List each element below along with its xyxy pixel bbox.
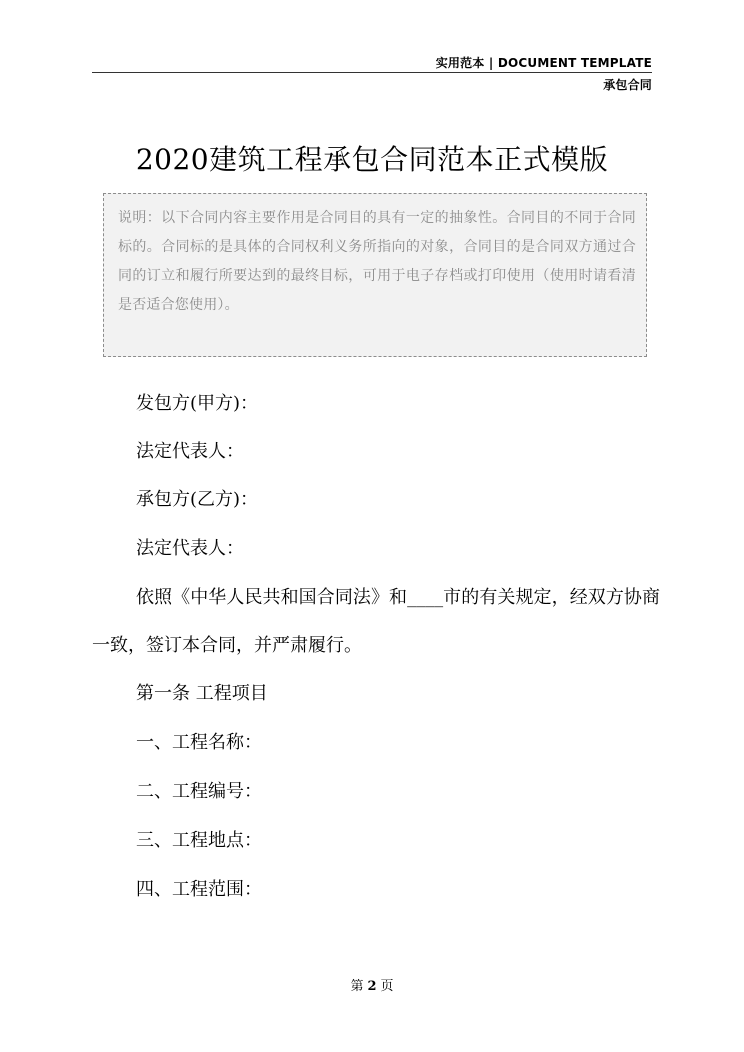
- footer-prefix: 第: [350, 979, 364, 994]
- footer-suffix: 页: [380, 979, 394, 994]
- paragraph-project-location: 三、工程地点：: [136, 830, 262, 851]
- header-doc-type: 实用范本 | DOCUMENT TEMPLATE: [435, 56, 652, 70]
- paragraph-party-a: 发包方(甲方)：: [136, 393, 259, 414]
- paragraph-party-b: 承包方(乙方)：: [136, 489, 259, 510]
- document-title: 2020建筑工程承包合同范本正式模版: [135, 143, 609, 176]
- paragraph-project-scope: 四、工程范围：: [136, 879, 262, 900]
- paragraph-article-1: 第一条 工程项目: [136, 683, 268, 704]
- paragraph-legal-rep-a: 法定代表人：: [136, 441, 244, 462]
- paragraph-legal-rep-b: 法定代表人：: [136, 538, 244, 559]
- page-footer: [0, 975, 744, 994]
- header-doc-category: 承包合同: [603, 78, 652, 92]
- paragraph-project-name: 一、工程名称：: [136, 732, 262, 753]
- paragraph-preamble: 依照《中华人民共和国合同法》和____市的有关规定，经双方协商一致，签订本合同，并严肃履行。: [92, 587, 660, 656]
- header-divider: [92, 72, 652, 73]
- page-number: 2: [367, 979, 377, 994]
- note-text: 说明：以下合同内容主要作用是合同目的具有一定的抽象性。合同目的不同于合同标的。合同标的是具体的合同权利义务所指向的对象，合同目的是合同双方通过合同的订立和履行所要达到的最终目标，可用于电子存档或打印使用（使用时请看清是否适合您使用）。: [118, 210, 636, 313]
- paragraph-project-number: 二、工程编号：: [136, 781, 262, 802]
- note-box: [103, 193, 647, 357]
